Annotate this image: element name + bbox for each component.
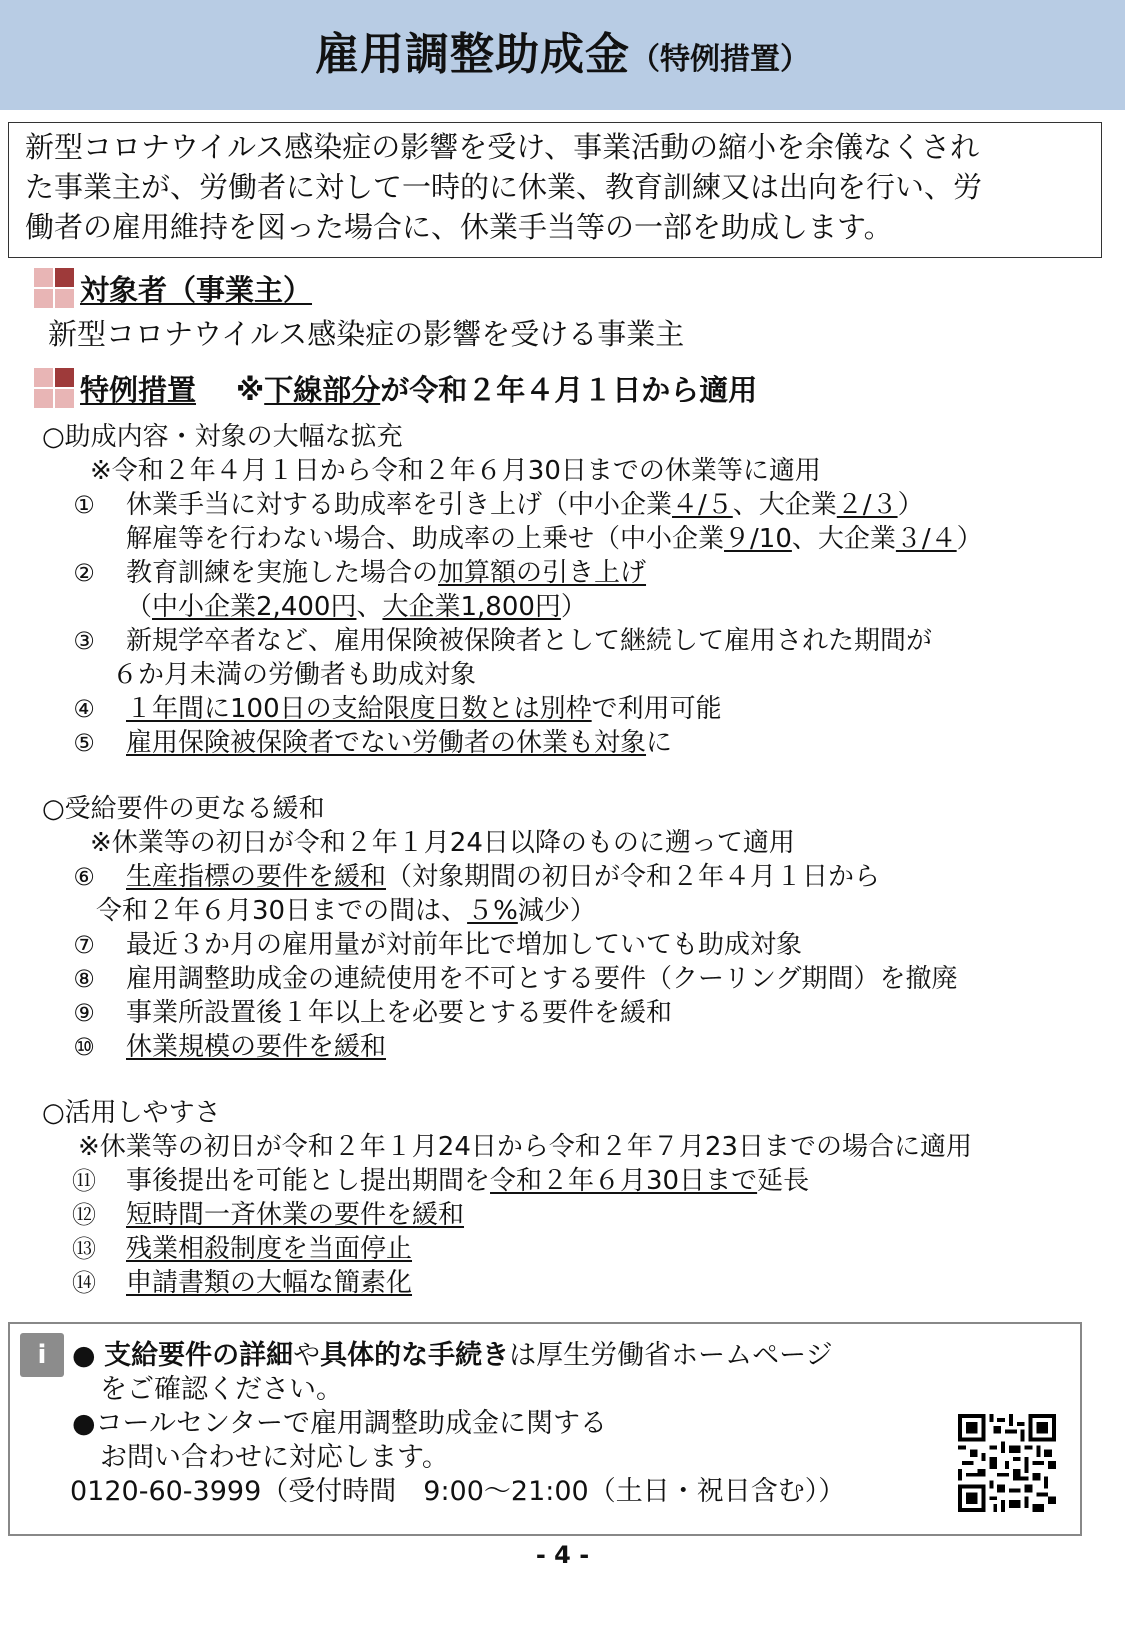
item-7: 最近３か月の雇用量が対前年比で増加していても助成対象 bbox=[126, 930, 803, 960]
item-3-line1: 新規学卒者など、雇用保険被保険者として継続して雇用された期間が bbox=[126, 626, 933, 656]
bullet-icon: ● bbox=[72, 1408, 96, 1439]
item-number: ⑨ bbox=[73, 999, 95, 1027]
intro-line: た事業主が、労働者に対して一時的に休業、教育訓練又は出向を行い、労 bbox=[25, 170, 983, 204]
text: （対象期間の初日が令和２年４月１日から bbox=[386, 862, 881, 892]
page-title: 雇用調整助成金 bbox=[315, 29, 630, 80]
intro-line: 新型コロナウイルス感染症の影響を受け、事業活動の縮小を余儀なくされ bbox=[25, 130, 980, 164]
item-6-line2 bbox=[96, 894, 596, 928]
text: に bbox=[646, 728, 673, 758]
group1-heading: ○助成内容・対象の大幅な拡充 bbox=[42, 422, 403, 452]
item-number: ⑤ bbox=[73, 729, 95, 757]
item-13 bbox=[126, 1232, 412, 1266]
text: 事後提出を可能とし提出期間を bbox=[126, 1166, 491, 1196]
item-4 bbox=[126, 692, 722, 726]
text: ） bbox=[956, 524, 983, 554]
group1-note: ※令和２年４月１日から令和２年６月30日までの休業等に適用 bbox=[90, 456, 821, 486]
underlined-text: 中小企業2,400円 bbox=[152, 592, 357, 622]
item-1-line1 bbox=[126, 488, 924, 522]
intro-box bbox=[8, 122, 1102, 258]
text: 減少） bbox=[517, 896, 596, 926]
item-number: ⑫ bbox=[72, 1201, 96, 1229]
item-number: ① bbox=[73, 491, 95, 519]
underlined-text: １年間に100日の支給限度日数とは別枠 bbox=[126, 694, 592, 724]
item-number: ⑭ bbox=[72, 1269, 96, 1297]
text: 令和２年６月30日までの間は、 bbox=[96, 896, 468, 926]
group3-heading: ○活用しやすさ bbox=[42, 1098, 221, 1128]
item-number: ② bbox=[73, 559, 95, 587]
underlined-text: 令和２年６月30日まで bbox=[490, 1166, 758, 1196]
bullet-icon: ● bbox=[72, 1340, 96, 1371]
special-note-prefix: ※ bbox=[236, 372, 265, 407]
item-12 bbox=[126, 1198, 464, 1232]
info-icon: i bbox=[20, 1333, 64, 1377]
underlined-text: ９/10 bbox=[724, 524, 792, 554]
item-number: ⑬ bbox=[72, 1235, 96, 1263]
text: 休業手当に対する助成率を引き上げ（中小企業 bbox=[126, 490, 673, 520]
square-bullet-icon bbox=[34, 268, 74, 308]
item-11 bbox=[126, 1164, 809, 1198]
underlined-text: 申請書類の大幅な簡素化 bbox=[126, 1268, 413, 1298]
underlined-text: 短時間一斉休業の要件を緩和 bbox=[126, 1200, 465, 1230]
item-2-line1 bbox=[126, 556, 646, 590]
square-bullet-icon bbox=[34, 368, 74, 408]
item-5 bbox=[126, 726, 672, 760]
item-6-line1 bbox=[126, 860, 880, 894]
text: 教育訓練を実施した場合の bbox=[126, 558, 439, 588]
item-2-line2 bbox=[126, 590, 587, 624]
group3-note: ※休業等の初日が令和２年１月24日から令和２年７月23日までの場合に適用 bbox=[78, 1132, 972, 1162]
underlined-text: 休業規模の要件を緩和 bbox=[126, 1032, 387, 1062]
item-number: ⑦ bbox=[73, 931, 95, 959]
qr-code-icon[interactable] bbox=[958, 1414, 1056, 1512]
bold-text: 支給要件の詳細 bbox=[104, 1340, 294, 1371]
underlined-text: 残業相殺制度を当面停止 bbox=[126, 1234, 413, 1264]
info-line-4: お問い合わせに対応します。 bbox=[100, 1442, 449, 1473]
item-number: ⑥ bbox=[73, 863, 95, 891]
intro-line: 働者の雇用維持を図った場合に、休業手当等の一部を助成します。 bbox=[25, 210, 893, 244]
info-line-1 bbox=[72, 1338, 833, 1374]
text: は厚生労働省ホームページ bbox=[509, 1340, 833, 1371]
underlined-text: 生産指標の要件を緩和 bbox=[126, 862, 387, 892]
text: で利用可能 bbox=[591, 694, 722, 724]
text: 、大企業 bbox=[732, 490, 837, 520]
underlined-text: ２/３ bbox=[836, 490, 898, 520]
underlined-text: 大企業1,800円 bbox=[382, 592, 561, 622]
item-number: ④ bbox=[73, 695, 95, 723]
underlined-text: ３/４ bbox=[895, 524, 957, 554]
text: 、大企業 bbox=[791, 524, 896, 554]
special-heading-wrap bbox=[80, 368, 757, 409]
target-section-header bbox=[34, 268, 312, 308]
text: ） bbox=[897, 490, 924, 520]
group2-heading: ○受給要件の更なる緩和 bbox=[42, 794, 325, 824]
text: 延長 bbox=[757, 1166, 810, 1196]
item-1-line2 bbox=[126, 522, 983, 556]
group2-note: ※休業等の初日が令和２年１月24日以降のものに遡って適用 bbox=[90, 828, 795, 858]
underlined-text: ４/５ bbox=[672, 490, 733, 520]
special-heading: 特例措置 bbox=[80, 372, 197, 407]
text: ） bbox=[560, 592, 587, 622]
text: （ bbox=[126, 592, 153, 622]
underlined-text: 加算額の引き上げ bbox=[438, 558, 647, 588]
phone-line[interactable]: 0120-60-3999（受付時間 9:00～21:00（土日・祝日含む）） bbox=[70, 1476, 846, 1507]
special-note-suffix: が令和２年４月１日から適用 bbox=[380, 372, 758, 407]
special-section-header bbox=[34, 368, 757, 408]
item-number: ⑪ bbox=[72, 1167, 96, 1195]
item-8: 雇用調整助成金の連続使用を不可とする要件（クーリング期間）を撤廃 bbox=[126, 964, 958, 994]
item-number: ⑩ bbox=[73, 1033, 95, 1061]
special-note-underlined: 下線部分 bbox=[264, 372, 381, 407]
underlined-text: ５% bbox=[467, 896, 518, 926]
item-14 bbox=[126, 1266, 412, 1300]
page-number: - 4 - bbox=[535, 1541, 590, 1569]
item-number: ③ bbox=[73, 627, 95, 655]
underlined-text: 雇用保険被保険者でない労働者の休業も対象 bbox=[126, 728, 647, 758]
text: 解雇等を行わない場合、助成率の上乗せ（中小企業 bbox=[126, 524, 725, 554]
info-line-3 bbox=[72, 1406, 607, 1442]
item-9: 事業所設置後１年以上を必要とする要件を緩和 bbox=[126, 998, 673, 1028]
item-10 bbox=[126, 1030, 386, 1064]
page-subtitle: （特例措置） bbox=[630, 42, 810, 77]
page-header bbox=[0, 0, 1125, 110]
bold-text: 具体的な手続き bbox=[320, 1340, 510, 1371]
text: 、 bbox=[356, 592, 383, 622]
item-number: ⑧ bbox=[73, 965, 95, 993]
item-3-line2: ６か月未満の労働者も助成対象 bbox=[112, 660, 477, 690]
target-description: 新型コロナウイルス感染症の影響を受ける事業主 bbox=[48, 317, 685, 351]
text: コールセンターで雇用調整助成金に関する bbox=[95, 1408, 607, 1439]
target-heading: 対象者（事業主） bbox=[80, 272, 313, 307]
text: や bbox=[293, 1340, 321, 1371]
info-line-2: をご確認ください。 bbox=[100, 1374, 343, 1405]
